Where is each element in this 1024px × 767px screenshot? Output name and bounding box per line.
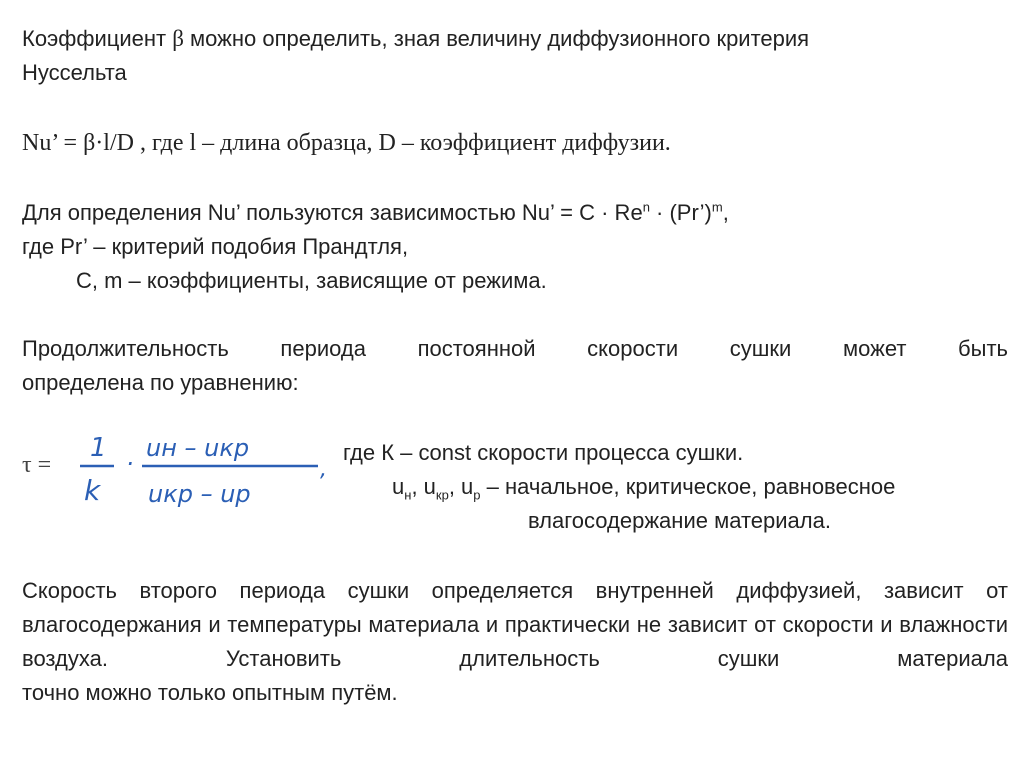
drying-time-formula <box>18 420 338 530</box>
text: точно можно только опытным путём. <box>22 680 398 705</box>
text: Скорость второго периода сушки определяется внутренней диффузией, зависит <box>22 578 964 603</box>
fraction-numerator-2: uн – uкр <box>146 434 250 462</box>
text: Коэффициент <box>22 26 173 51</box>
text: скорости и влажности воздуха. Установить длительность сушки материала <box>22 612 1008 671</box>
paragraph-drying-duration <box>22 332 1008 400</box>
text: , u <box>411 474 436 499</box>
text: · (Pr’) <box>649 200 712 225</box>
text: – начальное, критическое, равновесное <box>480 474 896 499</box>
legend-line-k <box>343 436 743 470</box>
subscript: кр <box>435 487 449 503</box>
paragraph-nusselt-dependency <box>22 196 1008 298</box>
text: Для определения Nu’ пользуются зависимостью Nu’ = C · Re <box>22 200 643 225</box>
fraction-denominator-k: k <box>84 474 101 507</box>
beta-symbol: β <box>83 130 96 156</box>
fraction-numerator-1: 1 <box>90 433 107 463</box>
text: Продолжительность периода постоянной скорости сушки может быть <box>22 336 1008 361</box>
text: где К – const скорости процесса сушки. <box>343 440 744 465</box>
superscript-m: m <box>711 199 723 215</box>
text: влагосодержание материала. <box>528 508 831 533</box>
comma: , <box>320 457 327 482</box>
legend-line-material <box>528 504 831 538</box>
text: Нуссельта <box>22 60 127 85</box>
text: C, m – коэффициенты, зависящие от режима. <box>76 268 547 293</box>
text: , u <box>448 474 474 499</box>
fraction-denominator-2: uкр – uр <box>148 480 251 508</box>
text: Nu’ = <box>22 130 84 156</box>
multiplication-dot: · <box>126 450 134 478</box>
subscript: р <box>473 487 481 503</box>
text: можно определить, зная величину диффузионного критерия <box>183 26 810 51</box>
beta-symbol: β <box>172 26 184 51</box>
text: , <box>722 200 729 225</box>
paragraph-beta-definition <box>22 22 1008 90</box>
text: где Pr’ – критерий подобия Прандтля, <box>22 234 409 259</box>
subscript: н <box>404 487 412 503</box>
paragraph-second-period <box>22 574 1008 710</box>
text: определена по уравнению: <box>22 370 299 395</box>
text: ·l/D , где l – длина образца, D – коэффициент диффузии. <box>95 130 671 156</box>
superscript-n: n <box>642 199 650 215</box>
legend-line-moisture <box>392 470 895 504</box>
tau-equals: τ = <box>22 452 52 478</box>
text: u <box>392 474 405 499</box>
text: от влагосодержания и температуры материала и практически не зависит от <box>22 578 1008 637</box>
paragraph-nusselt-formula <box>22 126 1008 160</box>
